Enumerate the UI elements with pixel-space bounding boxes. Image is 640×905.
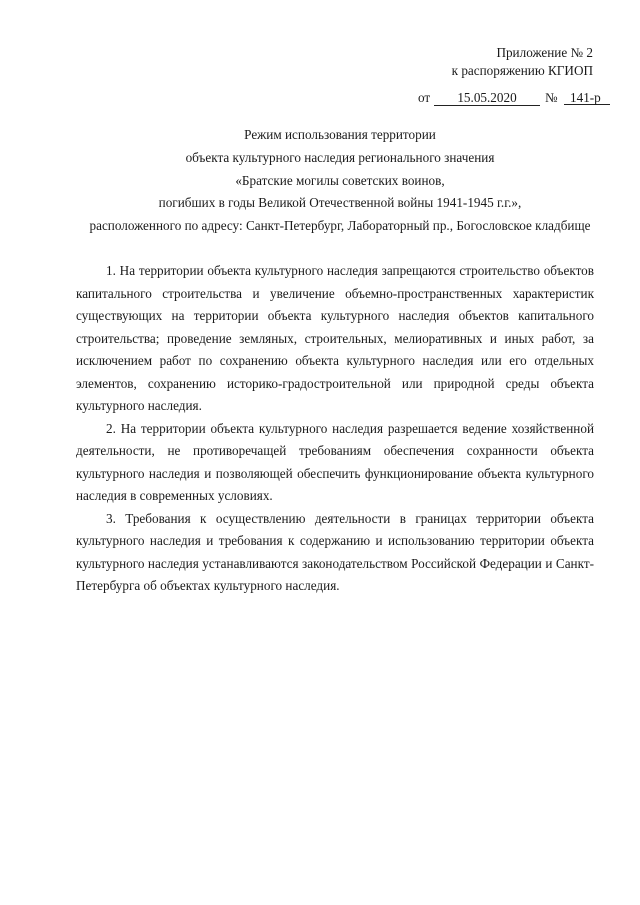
number-label: №	[545, 90, 558, 105]
paragraph-1: 1. На территории объекта культурного наследия запрещаются строительство объектов капитального строительства и увеличение объемно-пространственных характеристик существующих на территории объекта культурного наследия объектов капитального строительства; проведение земляных, строительных, мелиоративных и иных работ, за исключением работ по сохранению объекта культурного наследия или его отдельных элементов, сохранению историко-градостроительной или природной среды объекта культурного наследия.	[76, 263, 594, 413]
order-date-number-line	[418, 89, 601, 107]
paragraph-3: 3. Требования к осуществлению деятельности в границах территории объекта культурного наследия и требования к содержанию и использованию территории объекта культурного наследия устанавливаются законодательством Российской Федерации и Санкт-Петербурга об объектах культурного наследия.	[76, 510, 594, 593]
title-line: расположенного по адресу: Санкт-Петербург, Лабораторный пр., Богословское кладбище	[89, 218, 591, 234]
document-body	[76, 260, 594, 598]
title-line: «Братские могилы советских воинов,	[235, 172, 445, 188]
order-number: 141-р	[564, 89, 610, 105]
appendix-header	[452, 44, 593, 80]
document-title	[40, 124, 640, 238]
title-line: Режим использования территории	[244, 127, 436, 142]
order-date: 15.05.2020	[434, 89, 540, 106]
title-line: объекта культурного наследия регионального значения	[185, 149, 495, 165]
appendix-order-reference: к распоряжению КГИОП	[451, 63, 593, 78]
paragraph-2: 2. На территории объекта культурного наследия разрешается ведение хозяйственной деятельности, не противоречащей требованиям обеспечения сохранности объекта культурного наследия и позволяющей обеспечить функционирование объекта культурного наследия в современных условиях.	[76, 420, 594, 503]
title-line: погибших в годы Великой Отечественной войны 1941-1945 г.г.»,	[158, 195, 522, 211]
from-label: от	[418, 90, 431, 105]
appendix-number: Приложение № 2	[496, 45, 593, 60]
